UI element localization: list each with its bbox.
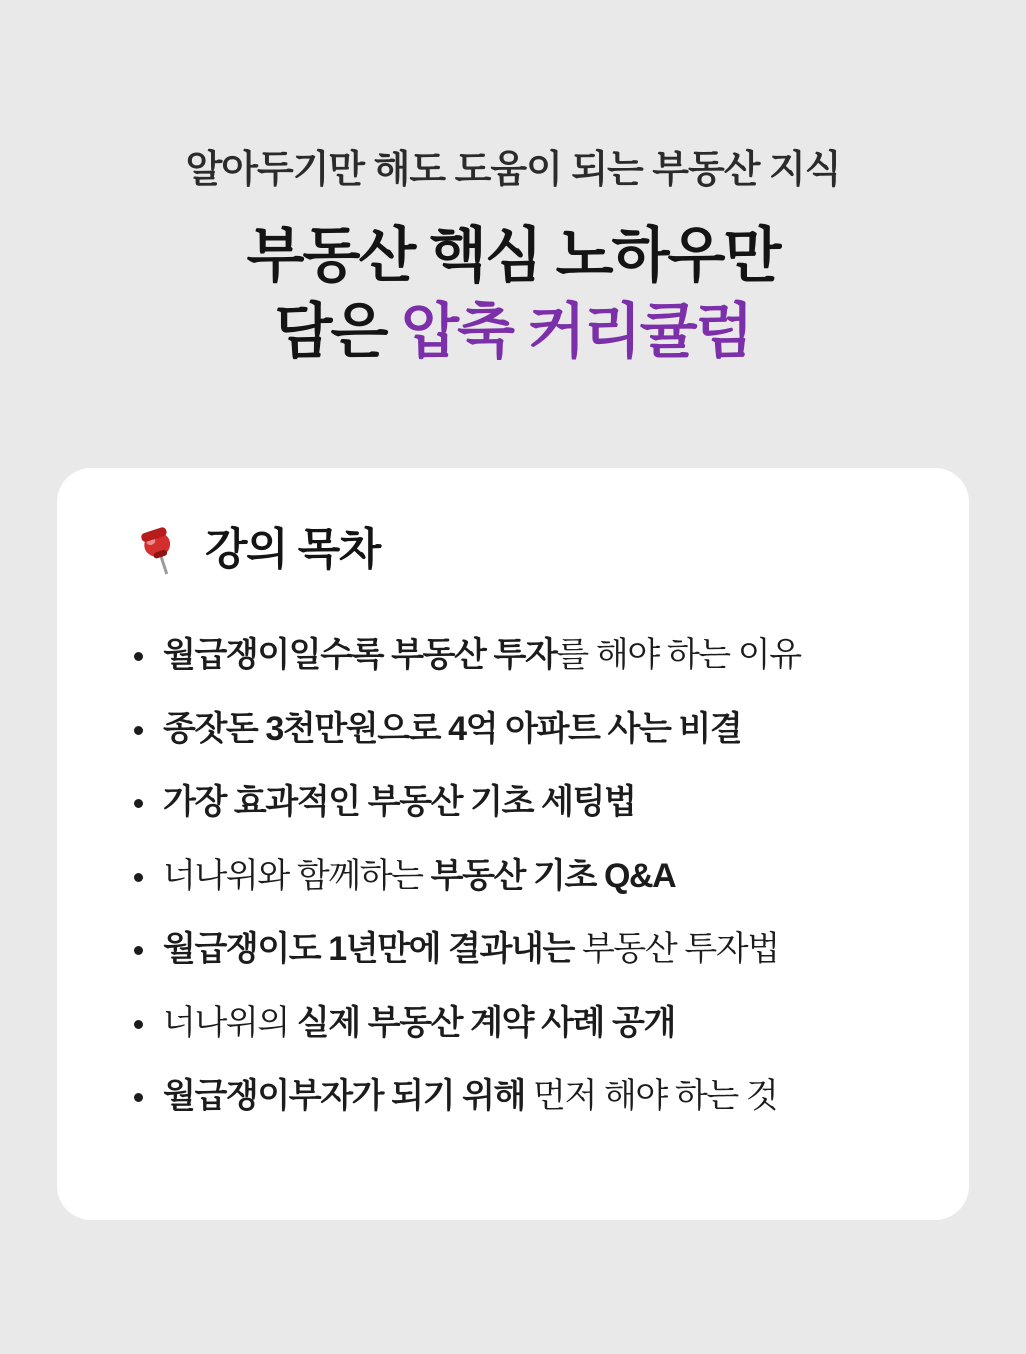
card-title: 강의 목차 — [205, 525, 380, 574]
header — [0, 0, 1026, 371]
item-rest: 먼저 해야 하는 것 — [524, 1077, 778, 1115]
list-item — [115, 634, 911, 677]
item-bold: 부동산 기초 Q&A — [430, 856, 676, 895]
item-rest: 를 해야 하는 이유 — [556, 636, 801, 674]
item-bold: 가장 효과적인 부동산 기초 세팅법 — [163, 783, 636, 821]
curriculum-card — [57, 468, 969, 1220]
toc-list — [115, 634, 911, 1118]
list-item — [115, 781, 911, 824]
list-item — [115, 1075, 911, 1118]
item-bold: 실제 부동산 계약 사례 공개 — [296, 1003, 675, 1042]
page-title — [0, 218, 1026, 372]
item-bold: 월급쟁이부자가 되기 위해 — [163, 1077, 525, 1115]
eyebrow-text: 알아두기만 해도 도움이 되는 부동산 지식 — [185, 149, 841, 191]
item-pre: 너나위와 함께하는 — [163, 856, 431, 895]
list-item — [115, 928, 911, 971]
item-bold: 월급쟁이도 1년만에 결과내는 — [163, 930, 574, 968]
card-title-row — [137, 524, 911, 576]
list-item — [115, 708, 911, 751]
item-rest: 부동산 투자법 — [573, 930, 779, 968]
headline-line-1: 부동산 핵심 노하우만 — [246, 221, 780, 289]
list-item — [115, 855, 911, 898]
pushpin-icon — [137, 524, 183, 576]
headline-line-2-prefix: 담은 — [274, 298, 402, 366]
headline-line-2 — [0, 294, 1026, 371]
item-pre: 너나위의 — [163, 1003, 297, 1042]
item-bold: 종잣돈 3천만원으로 4억 아파트 사는 비결 — [163, 709, 742, 748]
list-item — [115, 1002, 911, 1045]
headline-accent: 압축 커리큘럼 — [401, 298, 752, 366]
item-bold: 월급쟁이일수록 부동산 투자 — [163, 636, 557, 674]
